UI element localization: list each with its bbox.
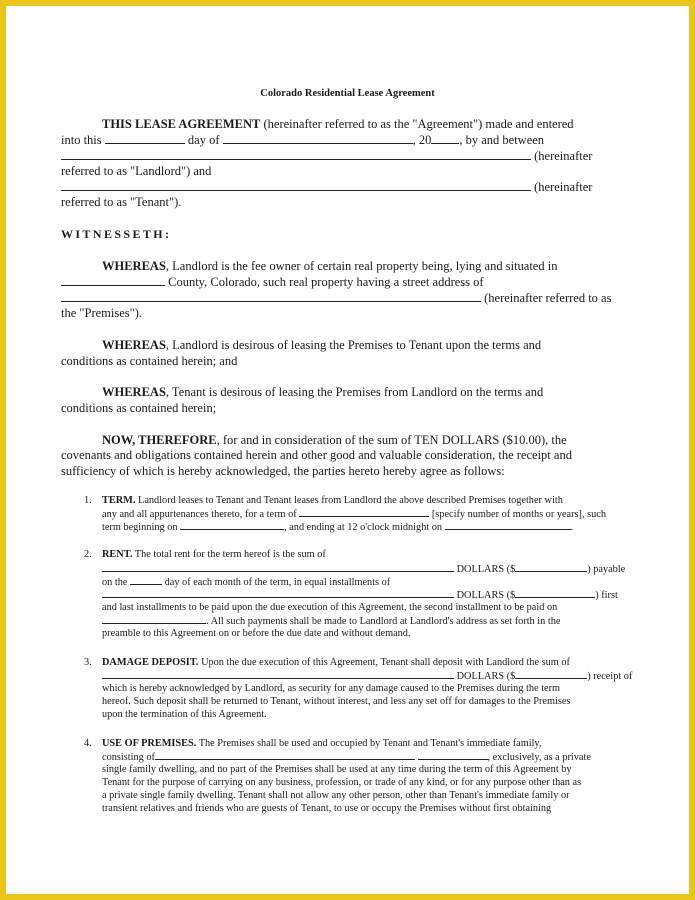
whereas1-line-4: the "Premises"). [61, 306, 143, 320]
section-3-line-5: upon the termination of this Agreement. [102, 709, 267, 720]
whereas2-line-2: conditions as contained herein; and [61, 354, 238, 368]
section-3-line-1: DAMAGE DEPOSIT. Upon the due execution of this Agreement, Tenant shall deposit with Landlord the sum of [102, 657, 570, 668]
whereas1-line-3: (hereinafter referred to as [61, 290, 611, 306]
section-1-line-1: TERM. Landlord leases to Tenant and Tenant leases from Landlord the above described Premises together with [102, 495, 563, 506]
section-2-line-5: and last installments to be paid upon the due execution of this Agreement, the second installment to be paid on [102, 602, 558, 613]
section-4-line-3: single family dwelling, and no part of the Premises shall be used at any time during the term of this Agreement by [102, 764, 572, 775]
section-4-line-6: transient relatives and friends who are guests of Tenant, to use or occupy the Premises without first obtaining [102, 803, 552, 814]
section-1-line-3: term beginning on , and ending at 12 o'clock midnight on . [102, 522, 574, 533]
intro-line-4: referred to as "Landlord") and [61, 164, 212, 178]
now-therefore-line-3: sufficiency of which is hereby acknowledged, the parties hereto hereby agree as follows: [61, 464, 505, 478]
intro-line-6: referred to as "Tenant"). [61, 195, 182, 209]
document-page [6, 6, 689, 894]
section-3-number: 3. [84, 657, 92, 668]
section-4-line-1: USE OF PREMISES. The Premises shall be used and occupied by Tenant and Tenant's immediate family, [102, 738, 542, 749]
whereas3-line-1: WHEREAS, Tenant is desirous of leasing the Premises from Landlord on the terms and [102, 385, 544, 399]
whereas1-line-2: County, Colorado, such real property having a street address of [61, 274, 484, 290]
whereas2-line-1: WHEREAS, Landlord is desirous of leasing the Premises to Tenant upon the terms and [102, 338, 542, 352]
witnesseth-heading: WITNESSETH: [61, 227, 172, 241]
section-1-number: 1. [84, 495, 92, 506]
section-3-line-2: DOLLARS ($ ) receipt of [102, 669, 632, 683]
whereas1-line-1: WHEREAS, Landlord is the fee owner of certain real property being, lying and situated in [102, 259, 558, 273]
intro-line-3: (hereinafter [61, 148, 592, 164]
section-2-line-2: DOLLARS ($ ) payable [102, 562, 625, 576]
intro-line-2: into this day of , 20 , by and between [61, 133, 545, 147]
now-therefore-line-1: NOW, THEREFORE, for and in consideration of the sum of TEN DOLLARS ($10.00), the [102, 433, 567, 447]
section-4-number: 4. [84, 738, 92, 749]
whereas3-line-2: conditions as contained herein; [61, 401, 217, 415]
section-2-number: 2. [84, 549, 92, 560]
section-3-line-4: hereof. Such deposit shall be returned to Tenant, without interest, and less any set off for damages to the Premises [102, 696, 571, 707]
section-2-line-1: RENT. The total rent for the term hereof is the sum of [102, 549, 326, 560]
section-4-line-5: a private single family dwelling. Tenant shall not allow any other person, other than Tenant's immediate family or [102, 790, 570, 801]
section-2-line-7: preamble to this Agreement on or before the due date and without demand. [102, 628, 411, 639]
section-3-line-3: which is hereby acknowledged by Landlord, as security for any damage caused to the Premises during the term [102, 683, 561, 694]
section-2-line-6: . All such payments shall be made to Landlord at Landlord's address as set forth in the [102, 614, 560, 628]
section-4-line-2: consisting of , exclusively, as a private [102, 752, 591, 763]
section-2-line-4: DOLLARS ($ ) first [102, 588, 618, 602]
document-title: Colorado Residential Lease Agreement [260, 88, 435, 99]
now-therefore-line-2: covenants and obligations contained herein and other good and valuable consideration, the receipt and [61, 448, 572, 462]
intro-line-5: (hereinafter [61, 179, 592, 195]
section-4-line-4: Tenant for the purpose of carrying on any business, profession, or trade of any kind, or for any purpose other than as [102, 777, 582, 788]
section-2-line-3: on the day of each month of the term, in equal installments of [102, 577, 391, 588]
intro-line-1: THIS LEASE AGREEMENT (hereinafter referred to as the "Agreement") made and entered [102, 117, 574, 131]
section-1-line-2: any and all appurtenances thereto, for a term of [specify number of months or years], such [102, 509, 607, 520]
